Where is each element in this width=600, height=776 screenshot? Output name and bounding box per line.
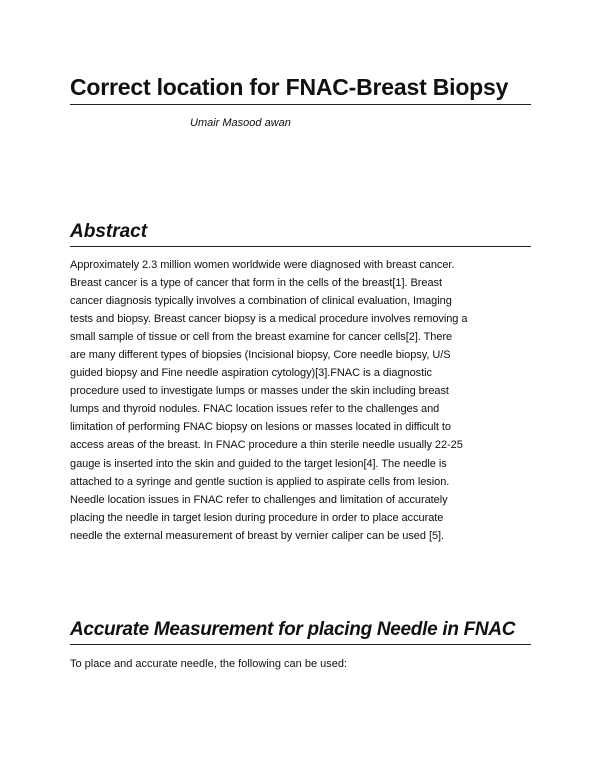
abstract-line: gauge is inserted into the skin and guided to the target lesion[4]. The needle is — [70, 457, 447, 470]
measurement-heading-underline — [70, 644, 531, 645]
abstract-line: Approximately 2.3 million women worldwide were diagnosed with breast cancer. — [70, 259, 455, 271]
abstract-line: limitation of performing FNAC biopsy on lesions or masses located in difficult to — [70, 421, 451, 434]
paper-title: Correct location for FNAC-Breast Biopsy — [70, 74, 509, 100]
abstract-line: placing the needle in target lesion during procedure in order to place accurate — [70, 511, 444, 524]
abstract-line: are many different types of biopsies (Incisional biopsy, Core needle biopsy, U/S — [70, 349, 451, 362]
abstract-line: Needle location issues in FNAC refer to challenges and limitation of accurately — [70, 493, 448, 506]
abstract-line: Breast cancer is a type of cancer that form in the cells of the breast[1]. Breast — [70, 277, 442, 290]
abstract-heading-underline — [70, 246, 531, 247]
abstract-body — [70, 256, 540, 545]
title-underline — [70, 104, 531, 105]
abstract-line: attached to a syringe and gentle suction is applied to aspirate cells from lesion. — [70, 475, 450, 488]
abstract-line: cancer diagnosis typically involves a combination of clinical evaluation, Imaging — [70, 295, 452, 308]
abstract-line: small sample of tissue or cell from the breast examine for cancer cells[2]. There — [70, 331, 453, 344]
abstract-heading: Abstract — [70, 221, 148, 242]
abstract-line: procedure used to investigate lumps or masses under the skin including breast — [70, 385, 449, 398]
measurement-heading: Accurate Measurement for placing Needle in FNAC — [70, 619, 516, 640]
abstract-line: tests and biopsy. Breast cancer biopsy is a medical procedure involves removing a — [70, 313, 468, 326]
abstract-line: access areas of the breast. In FNAC procedure a thin sterile needle usually 22-25 — [70, 439, 463, 452]
abstract-line: guided biopsy and Fine needle aspiration cytology)[3].FNAC is a diagnostic — [70, 367, 432, 380]
abstract-line: lumps and thyroid nodules. FNAC location issues refer to the challenges and — [70, 403, 440, 416]
author-name: Umair Masood awan — [190, 117, 291, 129]
abstract-line: needle the external measurement of breast by vernier caliper can be used [5]. — [70, 529, 445, 542]
measurement-intro-text: To place and accurate needle, the following can be used: — [70, 658, 348, 670]
